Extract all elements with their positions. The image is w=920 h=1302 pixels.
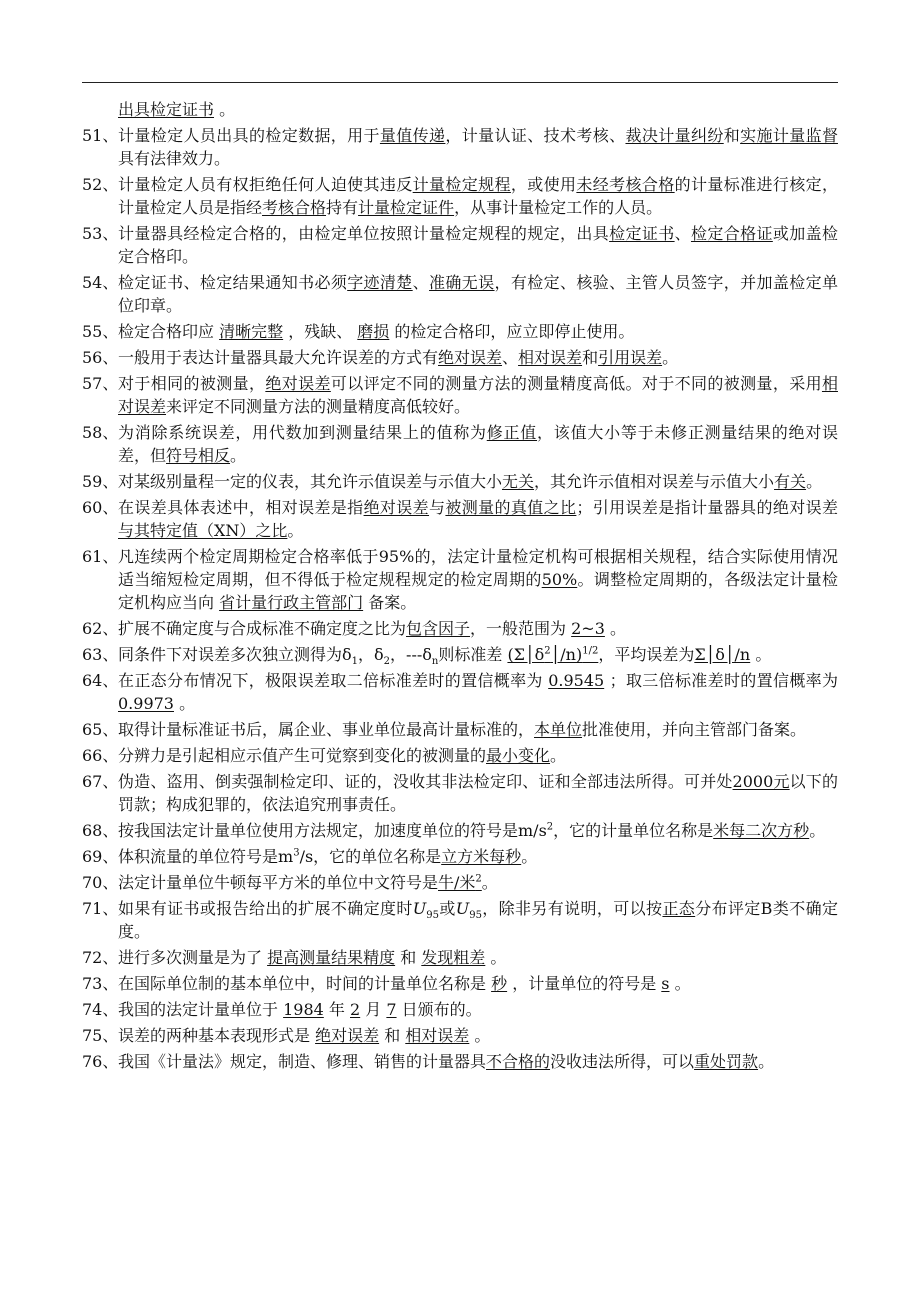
list-item-63: 63、 同条件下对误差多次独立测得为$\delta_1$，$\delta_2$，$---\delta_n$则标准差 $(\Sigma│\delta^2│/n)^{1/2}$，平均误差为Σ│δ│/n 。: [82, 643, 838, 666]
list-item-72: 72、 进行多次测量是为了 提高测量结果精度 和 发现粗差 。: [82, 946, 838, 969]
list-item-52: 52、 计量检定人员有权拒绝任何人迫使其违反计量检定规程，或使用未经考核合格的计量标准进行核定，计量检定人员是指经考核合格持有计量检定证件，从事计量检定工作的人员。: [82, 175, 838, 217]
item-text: 在正态分布情况下，极限误差取二倍标准差时的置信概率为 0.9545 ；取三倍标准差时的置信概率为 0.9973 。: [118, 671, 838, 713]
list-item-73: 73、 在国际单位制的基本单位中，时间的计量单位名称是 秒 ，计量单位的符号是 s 。: [82, 972, 838, 995]
list-item-53: 53、 计量器具经检定合格的，由检定单位按照计量检定规程的规定，出具检定证书、检定合格证或加盖检定合格印。: [82, 224, 838, 266]
item-text: 在国际单位制的基本单位中，时间的计量单位名称是 秒 ，计量单位的符号是 s 。: [118, 974, 691, 993]
item-text: 误差的两种基本表现形式是 绝对误差 和 相对误差 。: [118, 1026, 491, 1045]
item-text: 按我国法定计量单位使用方法规定，加速度单位的符号是$m/s^2$，它的计量单位名称是米每二次方秒。: [118, 821, 826, 840]
item-text: 我国的法定计量单位于 1984 年 2 月 7 日颁布的。: [118, 1000, 482, 1019]
list-item-59: 59、 对某级别量程一定的仪表，其允许示值误差与示值大小无关，其允许示值相对误差与示值大小有关。: [82, 470, 838, 493]
item-text: 一般用于表达计量器具最大允许误差的方式有绝对误差、相对误差和引用误差。: [118, 348, 679, 367]
list-item-71: 71、 如果有证书或报告给出的扩展不确定度时$U_{95}$或$U_{95}$，除非另有说明，可以按正态分布评定B类不确定度。: [82, 899, 838, 941]
list-item-61: 61、 凡连续两个检定周期检定合格率低于95%的，法定计量检定机构可根据相关规程，结合实际使用情况适当缩短检定周期，但不得低于检定规程规定的检定周期的50%。调整检定周期的，各级法定计量检定机构应当向 省计量行政主管部门 备案。: [82, 547, 838, 612]
list-item-76: 76、 我国《计量法》规定，制造、修理、销售的计量器具不合格的没收违法所得，可以重处罚款。: [82, 1050, 838, 1073]
list-item-56: 56、 一般用于表达计量器具最大允许误差的方式有绝对误差、相对误差和引用误差。: [82, 346, 838, 369]
list-item-70: 70、 法定计量单位牛顿每平方米的单位中文符号是牛/米$^2$。: [82, 871, 838, 894]
item-text: 凡连续两个检定周期检定合格率低于95%的，法定计量检定机构可根据相关规程，结合实际使用情况适当缩短检定周期，但不得低于检定规程规定的检定周期的50%。调整检定周期的，各级法定计量检定机构应当向 省计量行政主管部门 备案。: [118, 547, 838, 612]
item-text: 对某级别量程一定的仪表，其允许示值误差与示值大小无关，其允许示值相对误差与示值大小有关。: [118, 472, 823, 491]
list-item-68: 68、 按我国法定计量单位使用方法规定，加速度单位的符号是$m/s^2$，它的计量单位名称是米每二次方秒。: [82, 819, 838, 842]
item-text: 进行多次测量是为了 提高测量结果精度 和 发现粗差 。: [118, 948, 507, 967]
item-text: 取得计量标准证书后，属企业、事业单位最高计量标准的，本单位批准使用，并向主管部门备案。: [118, 720, 807, 739]
item-text: 为消除系统误差，用代数加到测量结果上的值称为修正值，该值大小等于未修正测量结果的绝对误差，但符号相反。: [118, 423, 838, 465]
item-text: 对于相同的被测量，绝对误差可以评定不同的测量方法的测量精度高低。对于不同的被测量，采用相对误差来评定不同测量方法的测量精度高低较好。: [118, 374, 838, 416]
item-text: 体积流量的单位符号是$m^3/s$，它的单位名称是立方米每秒。: [118, 847, 538, 866]
list-item-67: 67、 伪造、盗用、倒卖强制检定印、证的，没收其非法检定印、证和全部违法所得。可并处2000元以下的罚款；构成犯罪的，依法追究刑事责任。: [82, 772, 838, 814]
list-item-51: 51、 计量检定人员出具的检定数据，用于量值传递，计量认证、技术考核、裁决计量纠纷和实施计量监督具有法律效力。: [82, 126, 838, 168]
list-item-62: 62、 扩展不确定度与合成标准不确定度之比为包含因子，一般范围为 2~3 。: [82, 617, 838, 640]
document-body: [82, 98, 838, 1076]
item-text: 如果有证书或报告给出的扩展不确定度时$U_{95}$或$U_{95}$，除非另有说明，可以按正态分布评定B类不确定度。: [118, 899, 838, 941]
item-text: 计量检定人员有权拒绝任何人迫使其违反计量检定规程，或使用未经考核合格的计量标准进行核定，计量检定人员是指经考核合格持有计量检定证件，从事计量检定工作的人员。: [118, 175, 838, 217]
item-text: 我国《计量法》规定，制造、修理、销售的计量器具不合格的没收违法所得，可以重处罚款。: [118, 1052, 775, 1071]
list-item-57: 57、 对于相同的被测量，绝对误差可以评定不同的测量方法的测量精度高低。对于不同的被测量，采用相对误差来评定不同测量方法的测量精度高低较好。: [82, 374, 838, 416]
list-item-55: 55、 检定合格印应 清晰完整 ，残缺、 磨损 的检定合格印，应立即停止使用。: [82, 320, 838, 343]
list-item-60: 60、 在误差具体表述中，相对误差是指绝对误差与被测量的真值之比；引用误差是指计量器具的绝对误差与其特定值（XN）之比。: [82, 498, 838, 540]
item-text: 计量器具经检定合格的，由检定单位按照计量检定规程的规定，出具检定证书、检定合格证或加盖检定合格印。: [118, 224, 838, 266]
item-text: 检定证书、检定结果通知书必须字迹清楚、准确无误，有检定、核验、主管人员签字，并加盖检定单位印章。: [118, 273, 838, 315]
item-text: 同条件下对误差多次独立测得为$\delta_1$，$\delta_2$，$---\delta_n$则标准差 $(\Sigma│\delta^2│/n)^{1/2}$，平均误差为Σ│δ│/n 。: [118, 645, 772, 668]
list-item-64: 64、 在正态分布情况下，极限误差取二倍标准差时的置信概率为 0.9545 ；取三倍标准差时的置信概率为 0.9973 。: [82, 671, 838, 713]
item-text: 扩展不确定度与合成标准不确定度之比为包含因子，一般范围为 2~3 。: [118, 619, 626, 638]
list-item-54: 54、 检定证书、检定结果通知书必须字迹清楚、准确无误，有检定、核验、主管人员签字，并加盖检定单位印章。: [82, 273, 838, 315]
item-text: 伪造、盗用、倒卖强制检定印、证的，没收其非法检定印、证和全部违法所得。可并处2000元以下的罚款；构成犯罪的，依法追究刑事责任。: [118, 772, 838, 814]
list-item-69: 69、 体积流量的单位符号是$m^3/s$，它的单位名称是立方米每秒。: [82, 845, 838, 868]
item-text: 法定计量单位牛顿每平方米的单位中文符号是牛/米$^2$。: [118, 873, 498, 892]
list-item-58: 58、 为消除系统误差，用代数加到测量结果上的值称为修正值，该值大小等于未修正测量结果的绝对误差，但符号相反。: [82, 423, 838, 465]
item-text: 检定合格印应 清晰完整 ，残缺、 磨损 的检定合格印，应立即停止使用。: [118, 322, 635, 341]
item-text: 分辨力是引起相应示值产生可觉察到变化的被测量的最小变化。: [118, 746, 567, 765]
list-item-75: 75、 误差的两种基本表现形式是 绝对误差 和 相对误差 。: [82, 1024, 838, 1047]
item-text: 计量检定人员出具的检定数据，用于量值传递，计量认证、技术考核、裁决计量纠纷和实施计量监督具有法律效力。: [118, 126, 838, 168]
list-item-65: 65、 取得计量标准证书后，属企业、事业单位最高计量标准的，本单位批准使用，并向主管部门备案。: [82, 718, 838, 741]
list-item-continuation: 出具检定证书 。: [118, 100, 236, 119]
header-rule: [82, 82, 838, 83]
item-text: 在误差具体表述中，相对误差是指绝对误差与被测量的真值之比；引用误差是指计量器具的绝对误差与其特定值（XN）之比。: [118, 498, 838, 540]
list-item-74: 74、 我国的法定计量单位于 1984 年 2 月 7 日颁布的。: [82, 998, 838, 1021]
list-item-66: 66、 分辨力是引起相应示值产生可觉察到变化的被测量的最小变化。: [82, 744, 838, 767]
